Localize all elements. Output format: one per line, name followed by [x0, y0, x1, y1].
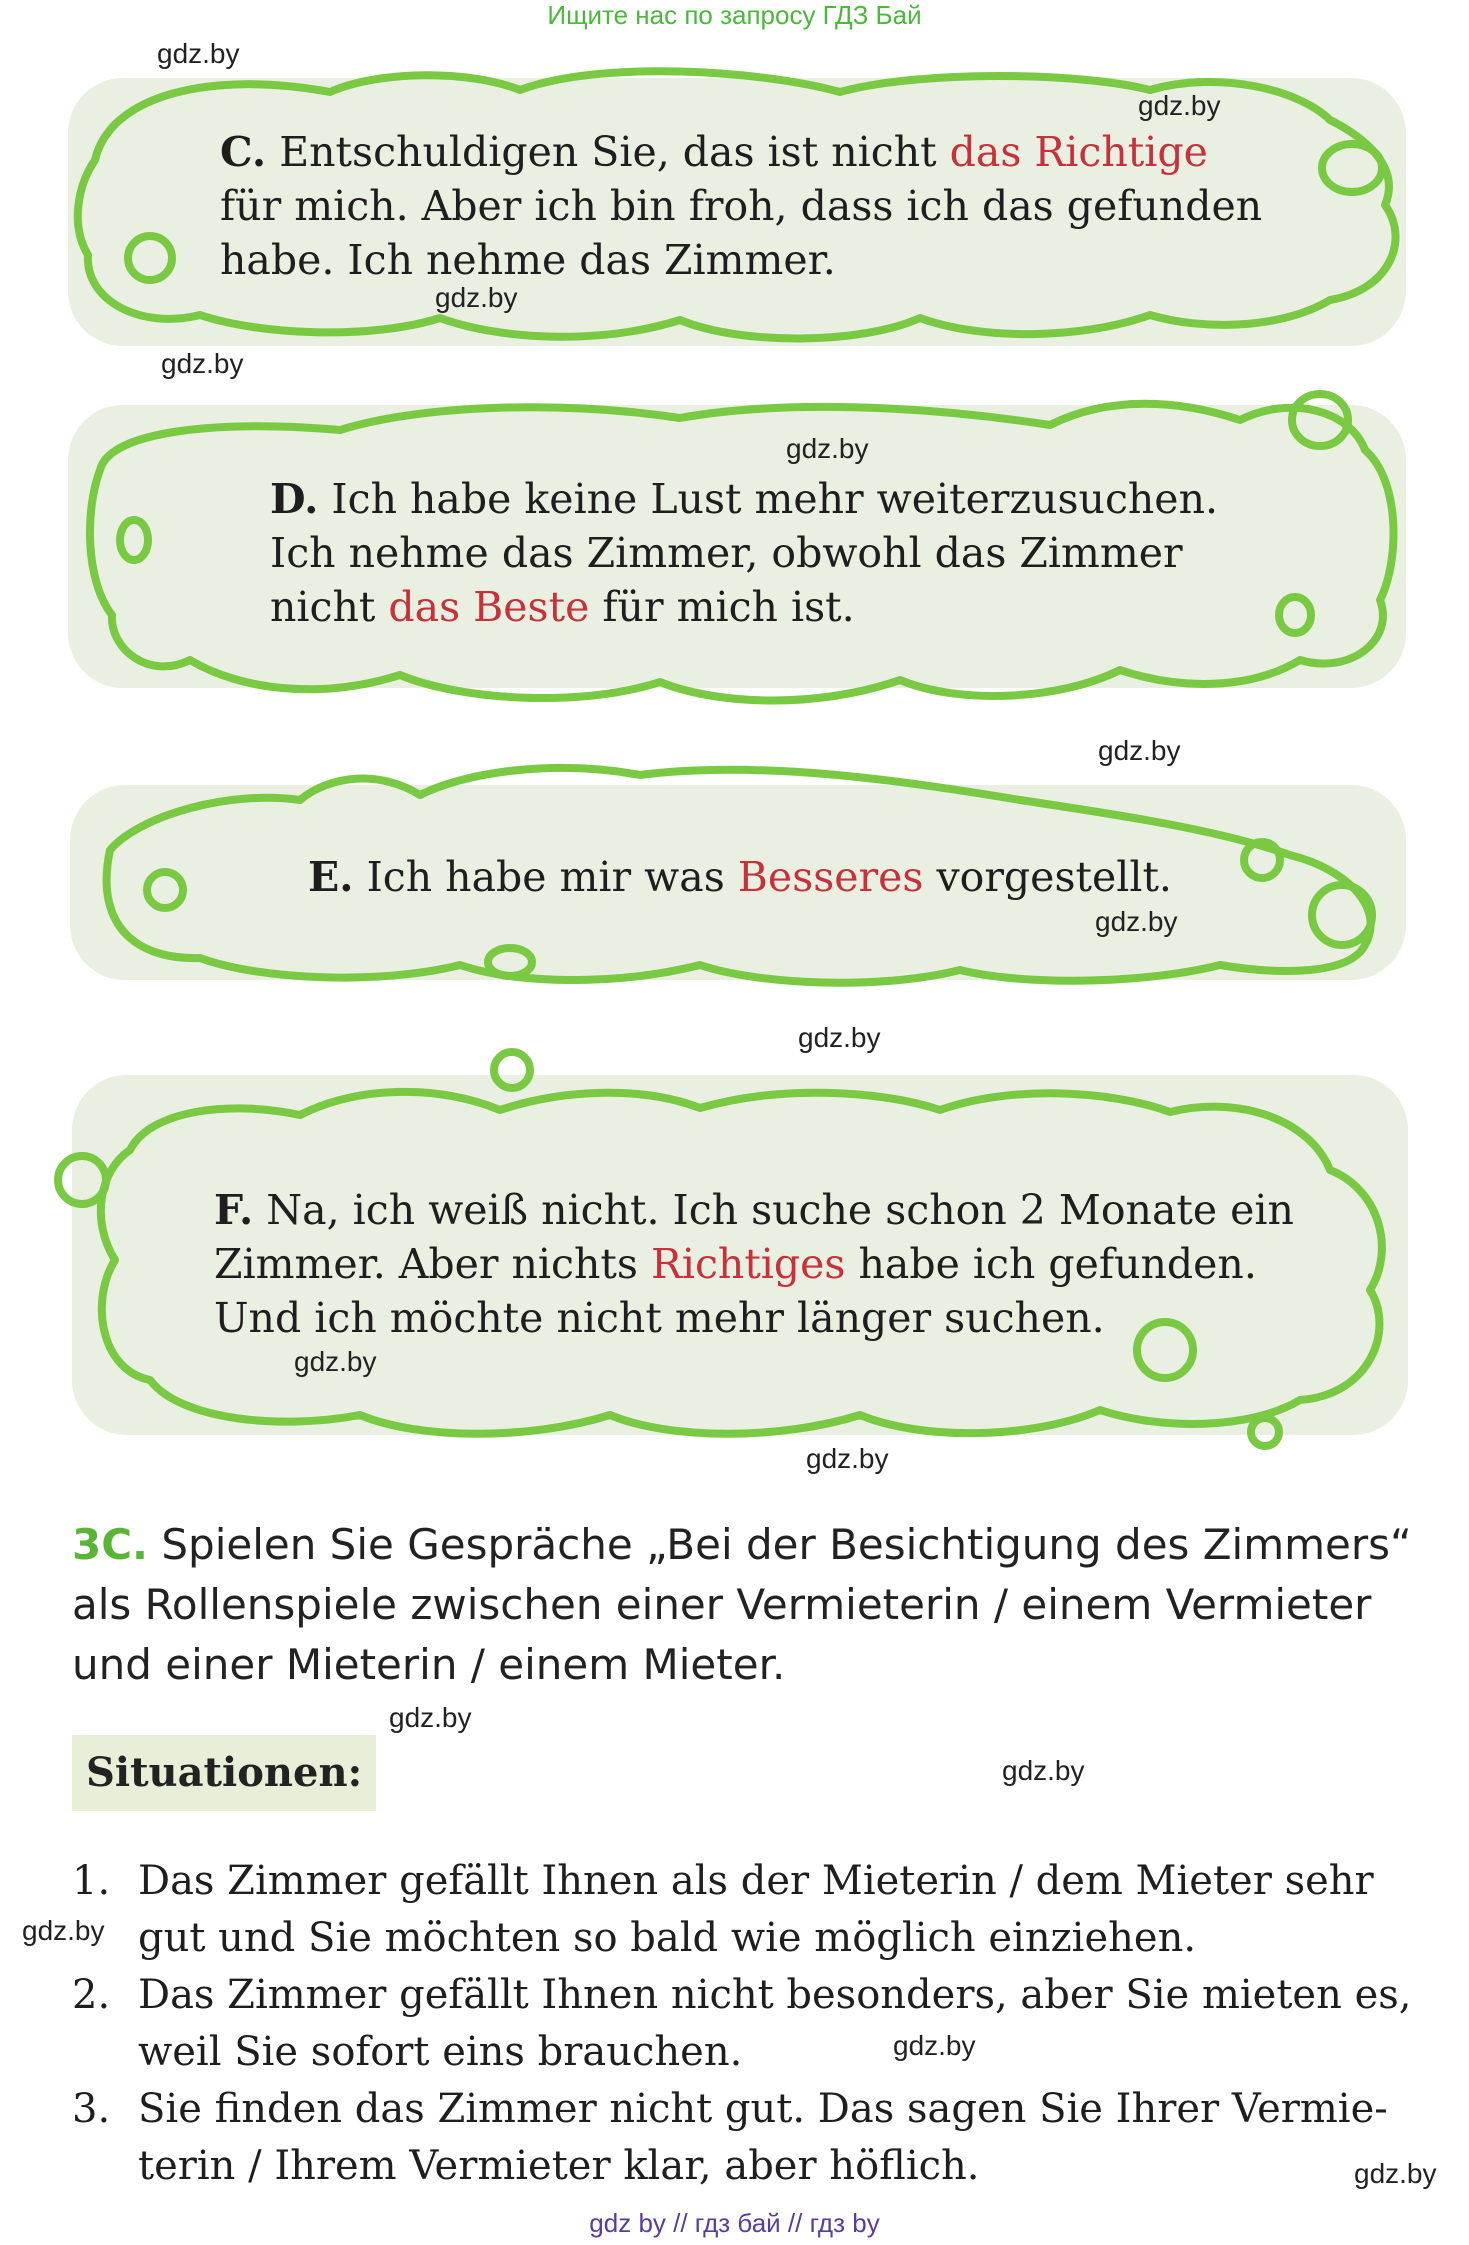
- watermark: gdz.by: [893, 2030, 976, 2061]
- bubble-line: [220, 125, 1262, 179]
- watermark: gdz.by: [157, 38, 240, 69]
- list-item: [72, 1853, 1412, 1967]
- bubble-letter: F.: [214, 1186, 254, 1234]
- bubble-e-text: [308, 850, 1172, 904]
- bubble-text-run: vorgestellt.: [923, 853, 1172, 901]
- bubble-text-run: Ich habe mir was: [353, 853, 738, 901]
- search-banner[interactable]: Ищите нас по запросу ГДЗ Бай: [547, 0, 922, 30]
- highlighted-phrase: Besseres: [737, 853, 924, 901]
- bubble-text-run: habe ich gefunden.: [845, 1240, 1257, 1288]
- situations-heading: Situationen:: [72, 1735, 376, 1811]
- bubble-line: [220, 179, 1262, 233]
- bubble-c-text: [220, 125, 1262, 287]
- bubble-d-text: [270, 472, 1218, 634]
- watermark: gdz.by: [1138, 90, 1221, 121]
- list-item-number: 3.: [72, 2086, 111, 2132]
- bubble-text-run: Na, ich weiß nicht. Ich suche schon 2 Monate ein: [253, 1186, 1294, 1234]
- bubble-text-run: habe. Ich nehme das Zimmer.: [220, 236, 836, 284]
- list-item-number: 1.: [72, 1858, 111, 1904]
- task-number: 3C.: [72, 1520, 149, 1569]
- watermark: gdz.by: [1002, 1755, 1085, 1786]
- bubble-text-run: für mich ist.: [589, 583, 855, 631]
- bubble-text-run: für mich. Aber ich bin froh, dass ich das gefunden: [220, 182, 1263, 230]
- bubble-line: [308, 850, 1172, 904]
- bubble-letter: D.: [270, 475, 319, 523]
- bubble-text-run: nicht: [270, 583, 389, 631]
- bubble-text-run: Ich habe keine Lust mehr weiterzusuchen.: [318, 475, 1219, 523]
- list-item: [72, 1967, 1412, 2081]
- watermark: gdz.by: [1095, 906, 1178, 937]
- list-item-text: Sie finden das Zimmer nicht gut. Das sagen Sie Ihrer Vermieterin / Ihrem Vermieter klar, aber höflich.: [138, 2086, 1388, 2189]
- bubble-line: [270, 526, 1218, 580]
- bubble-line: [270, 472, 1218, 526]
- footer-links[interactable]: gdz by // гдз бай // гдз by: [589, 2208, 880, 2238]
- watermark: gdz.by: [294, 1346, 377, 1377]
- watermark: gdz.by: [798, 1022, 881, 1053]
- bubble-line: [214, 1291, 1294, 1345]
- bubble-text-run: Zimmer. Aber nichts: [214, 1240, 651, 1288]
- watermark: gdz.by: [435, 282, 518, 313]
- list-item-text: Das Zimmer gefällt Ihnen nicht besonders, aber Sie mieten es, weil Sie sofort eins brauchen.: [138, 1972, 1412, 2075]
- bubble-text-run: Ich nehme das Zimmer, obwohl das Zimmer: [270, 529, 1183, 577]
- bubble-f-text: [214, 1183, 1294, 1345]
- watermark: gdz.by: [786, 433, 869, 464]
- watermark: gdz.by: [1354, 2158, 1437, 2189]
- bubble-line: [214, 1183, 1294, 1237]
- list-item: [72, 2081, 1412, 2195]
- bubble-letter: C.: [220, 128, 267, 176]
- bubble-letter: E.: [308, 853, 354, 901]
- task-text: Spielen Sie Gespräche „Bei der Besichtigung des Zimmers“ als Rollenspiele zwischen einer Vermieterin / einem Vermieter und einer Mieterin / einem Mieter.: [72, 1520, 1412, 1689]
- watermark: gdz.by: [389, 1702, 472, 1733]
- highlighted-phrase: Richtiges: [650, 1240, 846, 1288]
- task-instruction: [72, 1515, 1412, 1695]
- list-item-text: Das Zimmer gefällt Ihnen als der Mieterin / dem Mieter sehr gut und Sie möchten so bald wie möglich einziehen.: [138, 1858, 1374, 1961]
- bubble-text-run: Und ich möchte nicht mehr länger suchen.: [214, 1294, 1105, 1342]
- list-item-number: 2.: [72, 1972, 111, 2018]
- bubble-text-run: Entschuldigen Sie, das ist nicht: [266, 128, 950, 176]
- highlighted-phrase: das Richtige: [949, 128, 1208, 176]
- watermark: gdz.by: [22, 1915, 105, 1946]
- bubble-line: [220, 233, 1262, 287]
- situations-list: [72, 1853, 1412, 2195]
- highlighted-phrase: das Beste: [388, 583, 590, 631]
- watermark: gdz.by: [1098, 735, 1181, 766]
- bubble-line: [270, 580, 1218, 634]
- bubble-line: [214, 1237, 1294, 1291]
- watermark: gdz.by: [806, 1443, 889, 1474]
- watermark: gdz.by: [161, 348, 244, 379]
